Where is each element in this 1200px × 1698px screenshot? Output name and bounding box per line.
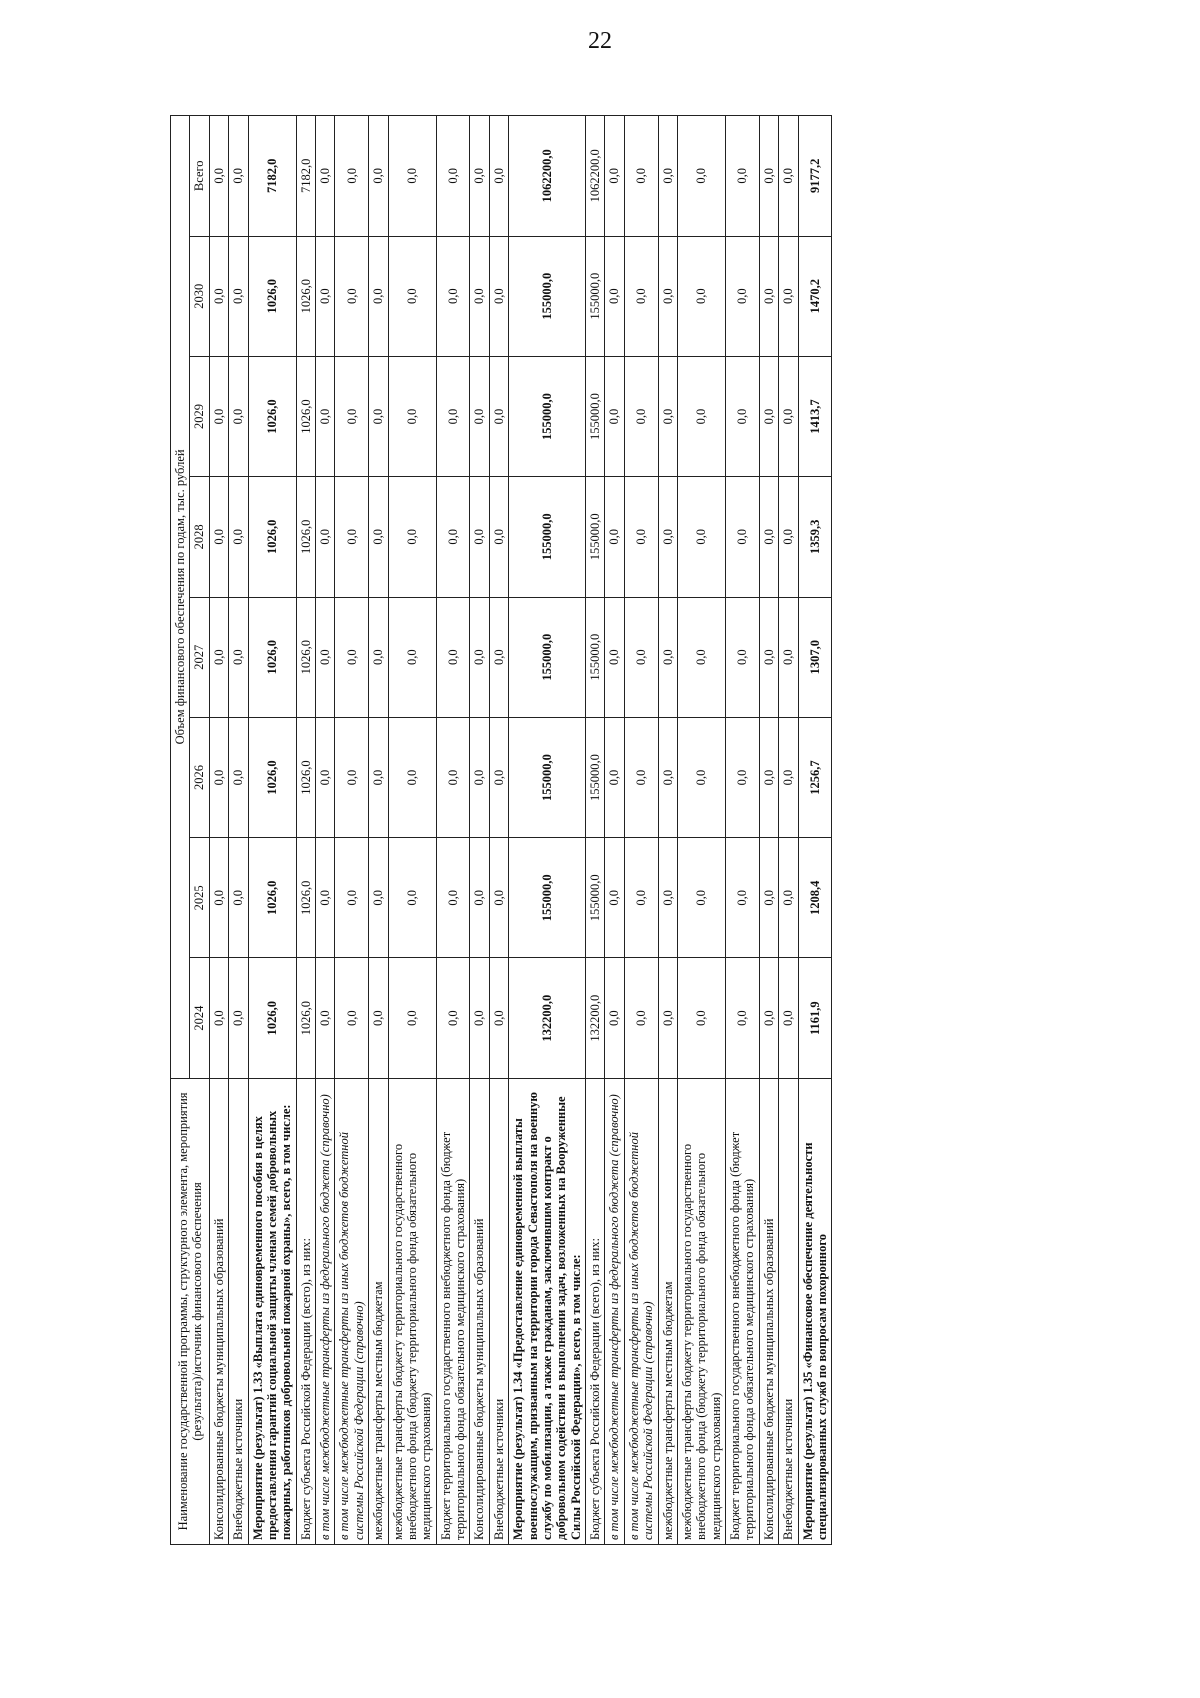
row-name: в том числе межбюджетные трансферты из иных бюджетов бюджетной системы Российской Федерации (справочно): [624, 1078, 658, 1544]
row-year-value: 0,0: [436, 477, 470, 597]
row-total-value: 0,0: [369, 116, 388, 237]
row-year-value: 0,0: [759, 717, 778, 837]
row-year-value: 0,0: [470, 477, 489, 597]
row-year-value: 1307,0: [798, 597, 832, 717]
row-year-value: 0,0: [316, 236, 335, 356]
row-name: межбюджетные трансферты бюджету территориального государственного внебюджетного фонда (бюджету территориального фонда обязательного медицинского страхования): [677, 1078, 725, 1544]
row-year-value: 0,0: [624, 717, 658, 837]
table-row: [605, 116, 624, 1545]
table-row: [658, 116, 677, 1545]
row-name: Внебюджетные источники: [779, 1078, 798, 1544]
row-year-value: 0,0: [229, 717, 248, 837]
row-year-value: 0,0: [779, 477, 798, 597]
row-year-value: 0,0: [726, 356, 760, 476]
row-total-value: 0,0: [605, 116, 624, 237]
row-year-value: 0,0: [388, 356, 436, 476]
row-name: Консолидированные бюджеты муниципальных образований: [759, 1078, 778, 1544]
row-year-value: 0,0: [624, 597, 658, 717]
row-year-value: 1026,0: [296, 958, 315, 1078]
row-name: Бюджет территориального государственного внебюджетного фонда (бюджет территориального фонда обязательного медицинского страхования): [436, 1078, 470, 1544]
row-year-value: 0,0: [726, 838, 760, 958]
row-year-value: 0,0: [209, 236, 228, 356]
row-year-value: 0,0: [229, 236, 248, 356]
row-year-value: 0,0: [470, 236, 489, 356]
row-year-value: 1413,7: [798, 356, 832, 476]
row-year-value: 0,0: [316, 958, 335, 1078]
row-year-value: 0,0: [677, 477, 725, 597]
row-year-value: 0,0: [658, 597, 677, 717]
row-year-value: 0,0: [759, 477, 778, 597]
header-year: 2027: [190, 597, 209, 717]
rotated-table-container: [170, 115, 1030, 1545]
row-year-value: 0,0: [489, 356, 508, 476]
row-year-value: 0,0: [209, 356, 228, 476]
row-name: Внебюджетные источники: [229, 1078, 248, 1544]
row-year-value: 0,0: [388, 597, 436, 717]
row-year-value: 1026,0: [296, 838, 315, 958]
row-year-value: 0,0: [605, 838, 624, 958]
table-row: [726, 116, 760, 1545]
row-year-value: 0,0: [229, 958, 248, 1078]
row-year-value: 1208,4: [798, 838, 832, 958]
row-year-value: 1470,2: [798, 236, 832, 356]
row-year-value: 0,0: [489, 597, 508, 717]
row-year-value: 0,0: [316, 597, 335, 717]
row-name: Мероприятие (результат) 1.34 «Предоставление единовременной выплаты военнослужащим, призванным на территории города Севастополя на военную службу по мобилизации, а также гражданам, заключившим контракт о добровольном содействии в выполнении задач, возложенных на Вооруженные Силы Российской Федерации», всего, в том числе:: [509, 1078, 586, 1544]
row-year-value: 155000,0: [586, 356, 605, 476]
row-year-value: 0,0: [726, 477, 760, 597]
row-total-value: 0,0: [470, 116, 489, 237]
row-year-value: 0,0: [436, 236, 470, 356]
row-year-value: 0,0: [726, 958, 760, 1078]
row-year-value: 0,0: [759, 958, 778, 1078]
row-total-value: 0,0: [209, 116, 228, 237]
table-row: [798, 116, 832, 1545]
row-year-value: 0,0: [779, 958, 798, 1078]
row-year-value: 1026,0: [296, 717, 315, 837]
row-year-value: 0,0: [677, 958, 725, 1078]
table-row: [624, 116, 658, 1545]
row-total-value: 0,0: [316, 116, 335, 237]
table-row: [335, 116, 369, 1545]
row-year-value: 0,0: [229, 597, 248, 717]
row-year-value: 155000,0: [586, 838, 605, 958]
row-year-value: 0,0: [605, 477, 624, 597]
row-year-value: 155000,0: [586, 236, 605, 356]
row-year-value: 0,0: [470, 717, 489, 837]
row-year-value: 0,0: [605, 356, 624, 476]
row-year-value: 0,0: [335, 597, 369, 717]
row-year-value: 0,0: [369, 838, 388, 958]
row-year-value: 0,0: [658, 356, 677, 476]
row-year-value: 0,0: [209, 597, 228, 717]
row-year-value: 0,0: [209, 838, 228, 958]
row-year-value: 0,0: [316, 717, 335, 837]
row-year-value: 1026,0: [248, 356, 296, 476]
page-number: 22: [588, 28, 612, 54]
table-body: [209, 116, 832, 1545]
row-year-value: 0,0: [470, 958, 489, 1078]
row-year-value: 0,0: [369, 597, 388, 717]
row-total-value: 1062200,0: [509, 116, 586, 237]
row-year-value: 0,0: [369, 356, 388, 476]
row-year-value: 1026,0: [248, 717, 296, 837]
row-year-value: 1026,0: [296, 597, 315, 717]
table-row: [388, 116, 436, 1545]
row-year-value: 155000,0: [509, 477, 586, 597]
row-year-value: 0,0: [388, 236, 436, 356]
row-total-value: 7182,0: [248, 116, 296, 237]
row-name: межбюджетные трансферты бюджету территориального государственного внебюджетного фонда (бюджету территориального фонда обязательного медицинского страхования): [388, 1078, 436, 1544]
header-year: 2024: [190, 958, 209, 1078]
row-year-value: 0,0: [436, 958, 470, 1078]
table-row: [759, 116, 778, 1545]
table-row: [470, 116, 489, 1545]
row-year-value: 0,0: [677, 236, 725, 356]
row-total-value: 0,0: [726, 116, 760, 237]
row-year-value: 0,0: [470, 838, 489, 958]
table-row: [209, 116, 228, 1545]
row-total-value: 0,0: [759, 116, 778, 237]
row-name: межбюджетные трансферты местным бюджетам: [658, 1078, 677, 1544]
row-year-value: 0,0: [489, 958, 508, 1078]
row-year-value: 1359,3: [798, 477, 832, 597]
row-year-value: 0,0: [316, 838, 335, 958]
row-year-value: 0,0: [624, 838, 658, 958]
row-year-value: 0,0: [335, 356, 369, 476]
header-year: 2030: [190, 236, 209, 356]
row-year-value: 0,0: [489, 477, 508, 597]
table-row: [586, 116, 605, 1545]
row-year-value: 0,0: [436, 597, 470, 717]
row-year-value: 1026,0: [248, 236, 296, 356]
row-year-value: 0,0: [605, 236, 624, 356]
row-year-value: 0,0: [779, 838, 798, 958]
table-row: [229, 116, 248, 1545]
row-year-value: 0,0: [605, 958, 624, 1078]
row-year-value: 0,0: [335, 838, 369, 958]
row-name: в том числе межбюджетные трансферты из федерального бюджета (справочно): [605, 1078, 624, 1544]
row-year-value: 0,0: [209, 477, 228, 597]
row-total-value: 0,0: [335, 116, 369, 237]
row-year-value: 0,0: [369, 717, 388, 837]
row-total-value: 7182,0: [296, 116, 315, 237]
header-year: 2028: [190, 477, 209, 597]
row-year-value: 0,0: [624, 477, 658, 597]
row-year-value: 1026,0: [248, 958, 296, 1078]
row-total-value: 9177,2: [798, 116, 832, 237]
row-year-value: 0,0: [489, 838, 508, 958]
row-total-value: 1062200,0: [586, 116, 605, 237]
row-name: Мероприятие (результат) 1.33 «Выплата единовременного пособия в целях предоставления гарантий социальной защиты членам семей добровольных пожарных, работников добровольной пожарной охраны», всего, в том числе:: [248, 1078, 296, 1544]
financing-table: [170, 115, 832, 1545]
row-year-value: 155000,0: [509, 597, 586, 717]
row-year-value: 0,0: [726, 597, 760, 717]
row-name: в том числе межбюджетные трансферты из федерального бюджета (справочно): [316, 1078, 335, 1544]
row-year-value: 0,0: [316, 356, 335, 476]
header-total: Всего: [190, 116, 209, 237]
row-name: Консолидированные бюджеты муниципальных образований: [209, 1078, 228, 1544]
row-year-value: 132200,0: [586, 958, 605, 1078]
row-year-value: 0,0: [759, 597, 778, 717]
row-year-value: 0,0: [677, 838, 725, 958]
row-year-value: 1026,0: [248, 838, 296, 958]
row-year-value: 0,0: [624, 236, 658, 356]
table-row: [316, 116, 335, 1545]
row-year-value: 0,0: [470, 356, 489, 476]
row-year-value: 0,0: [677, 597, 725, 717]
row-year-value: 0,0: [229, 356, 248, 476]
row-year-value: 0,0: [658, 717, 677, 837]
row-name: Бюджет субъекта Российской Федерации (всего), из них:: [586, 1078, 605, 1544]
row-year-value: 0,0: [388, 477, 436, 597]
row-year-value: 0,0: [658, 838, 677, 958]
row-name: в том числе межбюджетные трансферты из иных бюджетов бюджетной системы Российской Федерации (справочно): [335, 1078, 369, 1544]
header-year: 2029: [190, 356, 209, 476]
row-year-value: 0,0: [624, 958, 658, 1078]
row-year-value: 0,0: [605, 597, 624, 717]
row-year-value: 0,0: [388, 838, 436, 958]
row-year-value: 1161,9: [798, 958, 832, 1078]
header-name-column: Наименование государственной программы, структурного элемента, мероприятия (результата)/источник финансового обеспечения: [171, 1078, 210, 1544]
row-year-value: 132200,0: [509, 958, 586, 1078]
row-total-value: 0,0: [624, 116, 658, 237]
row-year-value: 0,0: [658, 477, 677, 597]
header-volume: Объем финансового обеспечения по годам, тыс. рублей: [171, 116, 190, 1079]
row-year-value: 0,0: [388, 717, 436, 837]
row-year-value: 0,0: [335, 717, 369, 837]
row-year-value: 0,0: [335, 958, 369, 1078]
row-name: Бюджет субъекта Российской Федерации (всего), из них:: [296, 1078, 315, 1544]
row-year-value: 0,0: [779, 236, 798, 356]
row-year-value: 0,0: [677, 717, 725, 837]
row-year-value: 0,0: [229, 477, 248, 597]
row-name: межбюджетные трансферты местным бюджетам: [369, 1078, 388, 1544]
row-year-value: 1026,0: [248, 597, 296, 717]
row-year-value: 0,0: [316, 477, 335, 597]
row-total-value: 0,0: [489, 116, 508, 237]
row-year-value: 0,0: [726, 236, 760, 356]
row-year-value: 0,0: [759, 236, 778, 356]
row-year-value: 0,0: [779, 597, 798, 717]
row-total-value: 0,0: [229, 116, 248, 237]
table-row: [248, 116, 296, 1545]
row-year-value: 155000,0: [509, 356, 586, 476]
table-row: [509, 116, 586, 1545]
row-year-value: 0,0: [677, 356, 725, 476]
row-year-value: 0,0: [209, 958, 228, 1078]
row-total-value: 0,0: [388, 116, 436, 237]
header-year: 2025: [190, 838, 209, 958]
row-year-value: 0,0: [335, 236, 369, 356]
row-year-value: 155000,0: [586, 717, 605, 837]
row-year-value: 0,0: [369, 477, 388, 597]
row-total-value: 0,0: [677, 116, 725, 237]
row-total-value: 0,0: [436, 116, 470, 237]
row-year-value: 0,0: [489, 717, 508, 837]
row-year-value: 0,0: [369, 236, 388, 356]
row-year-value: 0,0: [658, 958, 677, 1078]
row-year-value: 155000,0: [509, 838, 586, 958]
row-year-value: 155000,0: [586, 477, 605, 597]
row-total-value: 0,0: [658, 116, 677, 237]
row-name: Консолидированные бюджеты муниципальных образований: [470, 1078, 489, 1544]
row-year-value: 0,0: [436, 717, 470, 837]
row-year-value: 1026,0: [296, 356, 315, 476]
row-year-value: 0,0: [779, 717, 798, 837]
table-row: [779, 116, 798, 1545]
row-year-value: 1256,7: [798, 717, 832, 837]
row-year-value: 0,0: [489, 236, 508, 356]
row-year-value: 0,0: [229, 838, 248, 958]
row-year-value: 0,0: [759, 356, 778, 476]
row-year-value: 155000,0: [509, 236, 586, 356]
row-year-value: 0,0: [605, 717, 624, 837]
row-year-value: 0,0: [436, 356, 470, 476]
row-name: Мероприятие (результат) 1.35 «Финансовое обеспечение деятельности специализированных служб по вопросам похоронного: [798, 1078, 832, 1544]
row-name: Внебюджетные источники: [489, 1078, 508, 1544]
table-row: [296, 116, 315, 1545]
row-year-value: 0,0: [209, 717, 228, 837]
header-year: 2026: [190, 717, 209, 837]
row-year-value: 0,0: [388, 958, 436, 1078]
row-year-value: 0,0: [658, 236, 677, 356]
row-year-value: 1026,0: [296, 477, 315, 597]
row-year-value: 0,0: [436, 838, 470, 958]
table-row: [489, 116, 508, 1545]
row-year-value: 0,0: [726, 717, 760, 837]
table-row: [369, 116, 388, 1545]
row-name: Бюджет территориального государственного внебюджетного фонда (бюджет территориального фонда обязательного медицинского страхования): [726, 1078, 760, 1544]
row-year-value: 0,0: [335, 477, 369, 597]
row-year-value: 155000,0: [509, 717, 586, 837]
row-year-value: 0,0: [624, 356, 658, 476]
table-row: [436, 116, 470, 1545]
row-year-value: 0,0: [779, 356, 798, 476]
row-year-value: 0,0: [470, 597, 489, 717]
row-total-value: 0,0: [779, 116, 798, 237]
table-row: [677, 116, 725, 1545]
row-year-value: 0,0: [369, 958, 388, 1078]
row-year-value: 0,0: [759, 838, 778, 958]
row-year-value: 1026,0: [248, 477, 296, 597]
row-year-value: 155000,0: [586, 597, 605, 717]
row-year-value: 1026,0: [296, 236, 315, 356]
